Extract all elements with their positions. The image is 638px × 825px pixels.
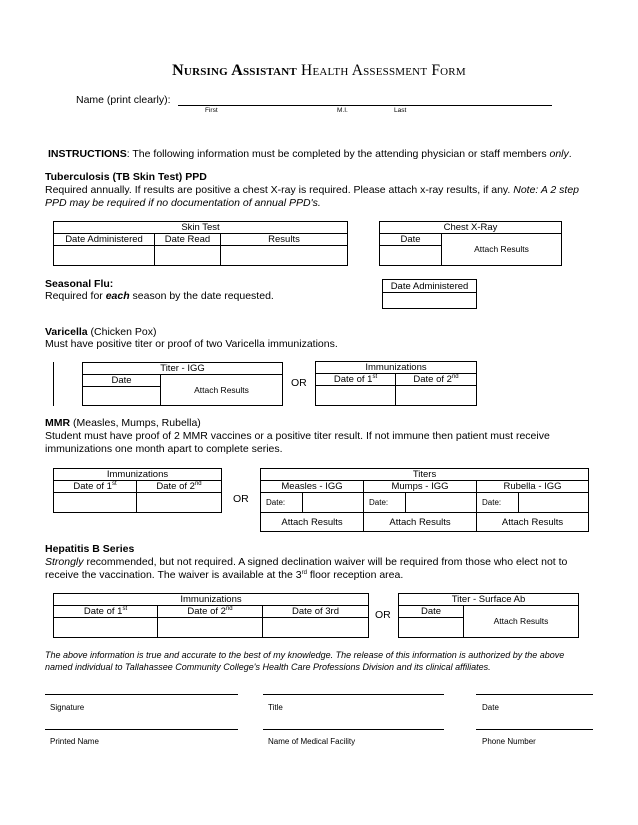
mmr-paren: (Measles, Mumps, Rubella) — [70, 417, 201, 429]
hepb-imm-date1-cell[interactable] — [54, 618, 158, 638]
title-part1: Nursing Assistant — [172, 62, 297, 79]
hepb-emph: Strongly — [45, 556, 84, 568]
hepb-imm-date3-cell[interactable] — [263, 618, 369, 638]
mmr-title: MMR — [45, 417, 71, 429]
varicella-text: Must have positive titer or proof of two Varicella immunizations. — [45, 338, 338, 350]
name-line[interactable] — [178, 105, 552, 106]
statement-line2: named individual to Tallahassee Community College's Health Care Professions Division and its clinical affiliates. — [45, 662, 491, 672]
varicella-imm-col1-text: Date of 1 — [333, 374, 373, 385]
tb-text — [45, 184, 605, 210]
signature-line[interactable] — [45, 694, 238, 695]
varicella-titer-title: Titer - IGG — [83, 363, 283, 375]
xray-col1: Date — [380, 234, 442, 246]
facility-label: Name of Medical Facility — [268, 737, 356, 746]
varicella-imm-title: Immunizations — [316, 362, 477, 374]
xray-table — [379, 221, 562, 266]
instructions-end: . — [568, 148, 572, 160]
mmr-rubella-label: Rubella - IGG — [477, 481, 589, 493]
mmr-imm-col2-text: Date of 2 — [156, 481, 195, 492]
skin-test-col3: Results — [221, 234, 348, 246]
hepb-imm-col1-sup: st — [122, 606, 128, 612]
mmr-imm-title: Immunizations — [54, 469, 222, 481]
date-label: Date — [482, 703, 499, 712]
statement-line1: The above information is true and accurate to the best of my knowledge. The release of this information is authorized by the above — [45, 650, 565, 660]
name-label: Name (print clearly): — [76, 94, 171, 106]
varicella-imm-col1-sup: st — [372, 374, 378, 380]
mmr-mumps-label: Mumps - IGG — [364, 481, 477, 493]
flu-post: season by the date requested. — [129, 290, 274, 302]
skin-test-date-admin-cell[interactable] — [54, 246, 155, 266]
xray-date-cell[interactable] — [380, 246, 442, 266]
mmr-or: OR — [233, 493, 249, 505]
varicella-imm-col2-text: Date of 2 — [413, 374, 452, 385]
mmr-text2: immunizations one month apart to complete series. — [45, 443, 283, 455]
mmr-imm-col1-sup: st — [111, 481, 117, 487]
flu-text — [45, 290, 274, 303]
mmr-imm-col1-text: Date of 1 — [73, 481, 112, 492]
mmr-rubella-date-label: Date: — [477, 493, 519, 513]
title-part2: Health Assessment Form — [301, 62, 466, 79]
mmr-mumps-attach[interactable]: Attach Results — [364, 513, 477, 532]
mmr-imm-table — [53, 468, 222, 513]
skin-test-date-read-cell[interactable] — [155, 246, 221, 266]
varicella-title: Varicella — [45, 326, 88, 338]
skin-test-title: Skin Test — [54, 222, 348, 234]
flu-pre: Required for — [45, 290, 106, 302]
name-mi-label: M.I. — [337, 107, 348, 114]
name-first-label: First — [205, 107, 218, 114]
mmr-imm-date1-cell[interactable] — [54, 493, 137, 513]
mmr-titers-table — [260, 468, 589, 532]
release-statement — [45, 649, 605, 673]
varicella-titer-table — [82, 362, 283, 406]
mmr-titers-title: Titers — [261, 469, 589, 481]
flu-date-cell[interactable] — [383, 293, 477, 309]
skin-test-results-cell[interactable] — [221, 246, 348, 266]
printed-name-label: Printed Name — [50, 737, 99, 746]
hepb-text2sup: rd — [301, 570, 307, 576]
flu-emph: each — [105, 290, 130, 302]
skin-test-col2: Date Read — [155, 234, 221, 246]
hepb-imm-col2-text: Date of 2 — [187, 606, 226, 617]
mmr-heading — [45, 417, 201, 430]
printed-name-line[interactable] — [45, 729, 238, 730]
xray-attach-results[interactable]: Attach Results — [442, 234, 562, 266]
hepb-titer-attach[interactable]: Attach Results — [464, 606, 579, 638]
mmr-rubella-date-cell[interactable] — [519, 493, 589, 513]
mmr-mumps-date-cell[interactable] — [406, 493, 477, 513]
varicella-titer-date-cell[interactable] — [83, 387, 161, 406]
mmr-text — [45, 430, 625, 456]
mmr-rubella-attach[interactable]: Attach Results — [477, 513, 589, 532]
varicella-imm-table — [315, 361, 477, 406]
mmr-measles-attach[interactable]: Attach Results — [261, 513, 364, 532]
instructions-bold: INSTRUCTIONS — [48, 148, 127, 160]
varicella-imm-date2-cell[interactable] — [396, 386, 477, 406]
tb-line1: Required annually. If results are positive a chest X-ray is required. Please attach x-ray results, if any. — [45, 184, 514, 196]
varicella-imm-col2 — [396, 374, 477, 386]
hepb-imm-date2-cell[interactable] — [158, 618, 263, 638]
date-line[interactable] — [476, 694, 593, 695]
mmr-imm-col2-sup: nd — [194, 481, 202, 487]
mmr-measles-date-label: Date: — [261, 493, 303, 513]
tb-note1: Note: A 2 step — [513, 184, 580, 196]
mmr-imm-col1 — [54, 481, 137, 493]
varicella-titer-col1: Date — [83, 375, 161, 387]
skin-test-table — [53, 221, 348, 266]
facility-line[interactable] — [263, 729, 444, 730]
varicella-imm-date1-cell[interactable] — [316, 386, 396, 406]
flu-heading: Seasonal Flu: — [45, 278, 114, 290]
varicella-titer-attach[interactable]: Attach Results — [161, 375, 283, 406]
hepb-imm-title: Immunizations — [54, 594, 369, 606]
flu-box-label: Date Administered — [383, 280, 477, 293]
hepb-or: OR — [375, 609, 391, 621]
hepb-imm-table — [53, 593, 369, 638]
mmr-imm-date2-cell[interactable] — [137, 493, 222, 513]
hepb-text1: recommended, but not required. A signed declination waiver will be required from those who elect not to — [83, 556, 568, 568]
mmr-imm-col2 — [137, 481, 222, 493]
hepb-text — [45, 556, 625, 582]
mmr-measles-label: Measles - IGG — [261, 481, 364, 493]
instructions-emph: only — [549, 148, 569, 160]
hepb-titer-title: Titer - Surface Ab — [399, 594, 579, 606]
skin-test-col1: Date Administered — [54, 234, 155, 246]
hepb-imm-col3: Date of 3rd — [263, 606, 369, 618]
instructions — [48, 148, 572, 161]
varicella-or: OR — [291, 377, 307, 389]
hepb-text2a: receive the vaccination. The waiver is available at the 3 — [45, 569, 302, 581]
varicella-left-rule — [53, 362, 54, 406]
instructions-text: : The following information must be completed by the attending physician or staff members — [126, 148, 550, 160]
hepb-heading: Hepatitis B Series — [45, 543, 135, 555]
signature-label: Signature — [50, 703, 85, 712]
varicella-imm-col1 — [316, 374, 396, 386]
title-line[interactable] — [263, 694, 444, 695]
mmr-measles-date-cell[interactable] — [303, 493, 364, 513]
varicella-paren: (Chicken Pox) — [87, 326, 157, 338]
hepb-imm-col2 — [158, 606, 263, 618]
hepb-titer-col1: Date — [399, 606, 464, 618]
phone-line[interactable] — [476, 729, 593, 730]
varicella-imm-col2-sup: nd — [451, 374, 459, 380]
mmr-text1: Student must have proof of 2 MMR vaccines or a positive titer result. If not immune then patient must receive — [45, 430, 550, 442]
flu-table — [382, 279, 477, 309]
tb-note2: PPD may be required if no documentation of annual PPD's. — [45, 197, 321, 209]
hepb-imm-col2-sup: nd — [225, 606, 233, 612]
mmr-mumps-date-label: Date: — [364, 493, 406, 513]
hepb-titer-date-cell[interactable] — [399, 618, 464, 638]
tb-heading: Tuberculosis (TB Skin Test) PPD — [45, 171, 207, 183]
phone-label: Phone Number — [482, 737, 536, 746]
xray-title: Chest X-Ray — [380, 222, 562, 234]
hepb-imm-col1 — [54, 606, 158, 618]
hepb-imm-col1-text: Date of 1 — [83, 606, 123, 617]
hepb-titer-table — [398, 593, 579, 638]
title-label: Title — [268, 703, 283, 712]
page-title — [0, 62, 638, 80]
name-last-label: Last — [394, 107, 407, 114]
hepb-text2b: floor reception area. — [306, 569, 404, 581]
